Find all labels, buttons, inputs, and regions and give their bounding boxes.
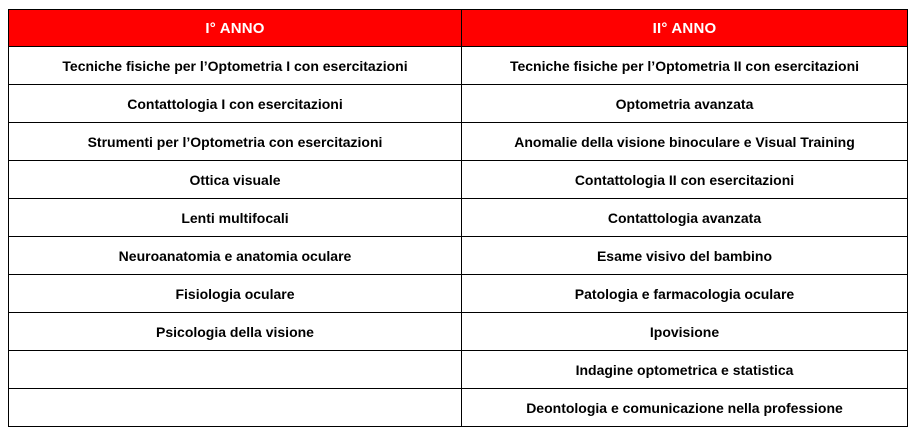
- table-row: [9, 275, 908, 313]
- second-year-course: Deontologia e comunicazione nella professione: [462, 389, 908, 427]
- second-year-course: Anomalie della visione binoculare e Visual Training: [462, 123, 908, 161]
- first-year-course: Fisiologia oculare: [9, 275, 462, 313]
- first-year-course: Neuroanatomia e anatomia oculare: [9, 237, 462, 275]
- first-year-course: Lenti multifocali: [9, 199, 462, 237]
- table-row: [9, 123, 908, 161]
- table-header-row: [9, 10, 908, 47]
- course-table-container: [8, 9, 907, 427]
- first-year-course: Strumenti per l’Optometria con esercitazioni: [9, 123, 462, 161]
- second-year-course: Tecniche fisiche per l’Optometria II con esercitazioni: [462, 47, 908, 85]
- first-year-course: Ottica visuale: [9, 161, 462, 199]
- first-year-course-empty: [9, 351, 462, 389]
- second-year-course: Patologia e farmacologia oculare: [462, 275, 908, 313]
- table-row: [9, 237, 908, 275]
- second-year-course: Contattologia II con esercitazioni: [462, 161, 908, 199]
- table-row: [9, 85, 908, 123]
- course-table: [8, 9, 908, 427]
- header-first-year: I° ANNO: [9, 10, 462, 47]
- second-year-course: Indagine optometrica e statistica: [462, 351, 908, 389]
- header-second-year: II° ANNO: [462, 10, 908, 47]
- first-year-course-empty: [9, 389, 462, 427]
- second-year-course: Ipovisione: [462, 313, 908, 351]
- second-year-course: Contattologia avanzata: [462, 199, 908, 237]
- table-row: [9, 351, 908, 389]
- table-row: [9, 199, 908, 237]
- first-year-course: Tecniche fisiche per l’Optometria I con esercitazioni: [9, 47, 462, 85]
- first-year-course: Contattologia I con esercitazioni: [9, 85, 462, 123]
- table-row: [9, 389, 908, 427]
- second-year-course: Esame visivo del bambino: [462, 237, 908, 275]
- table-row: [9, 161, 908, 199]
- table-row: [9, 47, 908, 85]
- second-year-course: Optometria avanzata: [462, 85, 908, 123]
- table-row: [9, 313, 908, 351]
- first-year-course: Psicologia della visione: [9, 313, 462, 351]
